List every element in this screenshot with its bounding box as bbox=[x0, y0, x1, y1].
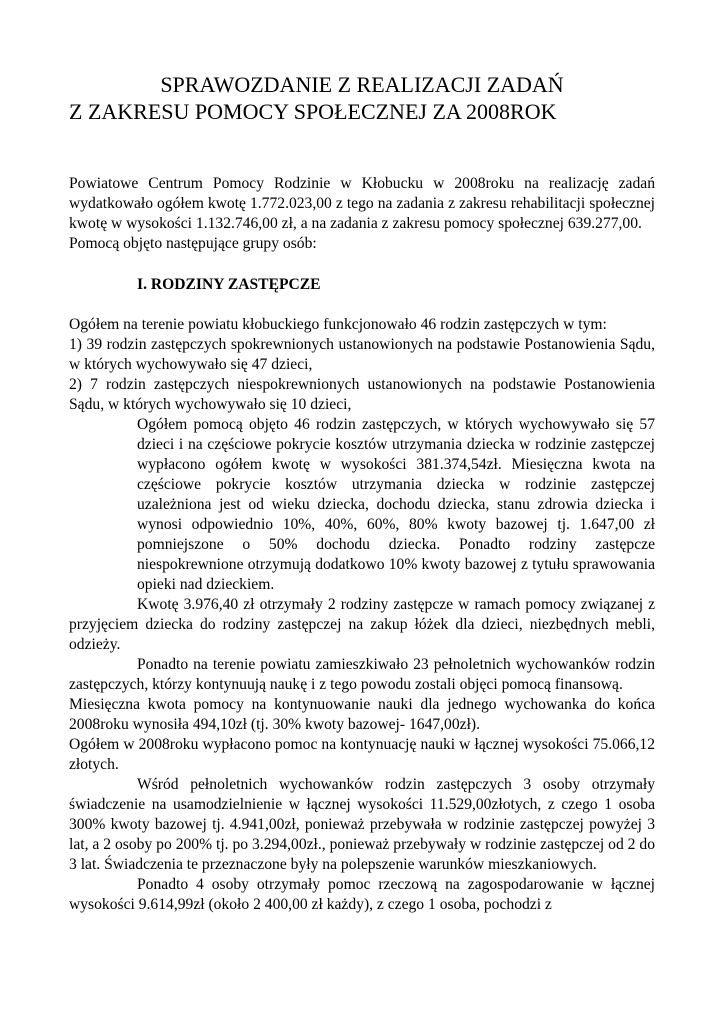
list-item-unrelated-families: 2) 7 rodzin zastępczych niespokrewnionych ustanowionych na podstawie Postanowienia Sądu, w których wychowywało się 10 dzieci, bbox=[69, 376, 655, 413]
list-item-related-families: 1) 39 rodzin zastępczych spokrewnionych ustanowionych na podstawie Postanowienia Sądu, w których wychowywało się 47 dzieci, bbox=[69, 336, 655, 373]
title-line-2: Z ZAKRESU POMOCY SPOŁECZNEJ ZA 2008ROK bbox=[69, 99, 557, 124]
section-heading-foster-families: I. RODZINY ZASTĘPCZE bbox=[137, 276, 321, 293]
paragraph-furniture-aid: Kwotę 3.976,40 zł otrzymały 2 rodziny zastępcze w ramach pomocy związanej z przyjęciem dziecka do rodziny zastępczej na zakup łóżek dla dzieci, niezbędnych mebli, odzieży. bbox=[69, 596, 655, 653]
title-line-1: SPRAWOZDANIE Z REALIZACJI ZADAŃ bbox=[160, 72, 564, 97]
paragraph-monthly-amount: Miesięczna kwota pomocy na kontynuowanie nauki dla jednego wychowanka do końca 2008roku wynosiła 494,10zł (tj. 30% kwoty bazowej- 1647,00zł). bbox=[69, 696, 655, 733]
paragraph-support-amount: Ogółem pomocą objęto 46 rodzin zastępczych, w których wychowywało się 57 dzieci i na częściowe pokrycie kosztów utrzymania dziecka w rodzinie zastępczej wypłacono ogółem kwotę w wysokości 381.374,54zł. Miesięczna kwota na częściowe pokrycie kosztów utrzymania dziecka w rodzinie zastępczej uzależniona jest od wieku dziecka, dochodu dziecka, stanu zdrowia dziecka i wynosi odpowiednio 10%, 40%, 60%, 80% kwoty bazowej tj. 1.647,00 zł pomniejszone o 50% dochodu dziecka. Ponadto rodziny zastępcze niespokrewnione otrzymują dodatkowo 10% kwoty bazowej z tytułu sprawowania opieki nad dzieckiem. bbox=[137, 416, 655, 593]
paragraph-in-kind-aid: Ponadto 4 osoby otrzymały pomoc rzeczową na zagospodarowanie w łącznej wysokości 9.614,99zł (około 2 400,00 zł każdy), z czego 1 osoba, pochodzi z bbox=[69, 876, 655, 913]
intro-groups-line: Pomocą objęto następujące grupy osób: bbox=[69, 235, 317, 252]
spacer bbox=[69, 295, 655, 315]
paragraph-adult-wards: Ponadto na terenie powiatu zamieszkiwało 23 pełnoletnich wychowanków rodzin zastępczych, którzy kontynuują naukę i z tego powodu zostali objęci pomocą finansową. bbox=[69, 656, 655, 693]
document-body bbox=[69, 174, 655, 915]
paragraph-total-families: Ogółem na terenie powiatu kłobuckiego funkcjonowało 46 rodzin zastępczych w tym: bbox=[69, 316, 607, 333]
paragraph-independence-benefit: Wśród pełnoletnich wychowanków rodzin zastępczych 3 osoby otrzymały świadczenie na usamodzielnienie w łącznej wysokości 11.529,00złotych, z czego 1 osoba 300% kwoty bazowej tj. 4.941,00zł, ponieważ przebywała w rodzinie zastępczej powyżej 3 lat, a 2 osoby po 200% tj. po 3.294,00zł., ponieważ przebywały w rodzinie zastępczej od 2 do 3 lat. Świadczenia te przeznaczone były na polepszenie warunków mieszkaniowych. bbox=[69, 776, 655, 873]
paragraph-total-paid: Ogółem w 2008roku wypłacono pomoc na kontynuację nauki w łącznej wysokości 75.066,12 złotych. bbox=[69, 736, 655, 773]
intro-paragraph: Powiatowe Centrum Pomocy Rodzinie w Kłobucku w 2008roku na realizację zadań wydatkowało ogółem kwotę 1.772.023,00 z tego na zadania z zakresu rehabilitacji społecznej kwotę w wysokości 1.132.746,00 zł, a na zadania z zakresu pomocy społecznej 639.277,00. bbox=[69, 175, 655, 232]
spacer bbox=[69, 254, 655, 275]
